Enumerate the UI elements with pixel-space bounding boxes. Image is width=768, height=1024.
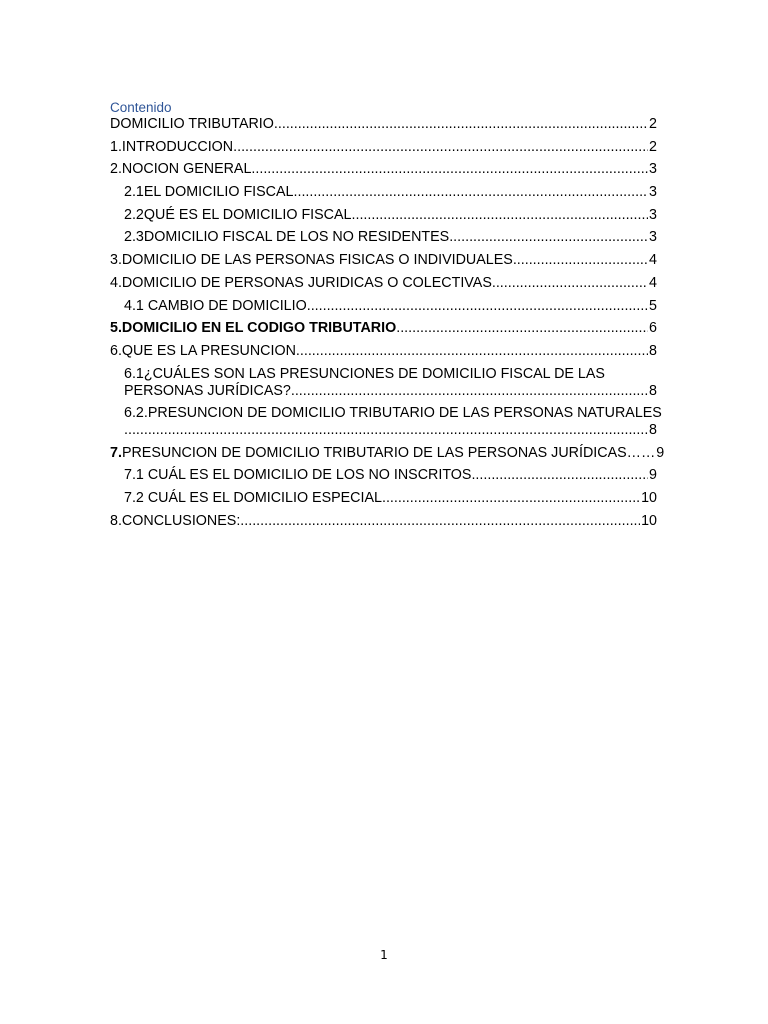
toc-entry-text: 6.2.PRESUNCION DE DOMICILIO TRIBUTARIO DE LAS PERSONAS NATURALES	[124, 405, 662, 422]
toc-entry-page: 2	[649, 116, 657, 132]
toc-entry-page: 4	[649, 252, 657, 269]
leader-dots	[233, 139, 648, 156]
toc-entry[interactable]	[110, 116, 657, 139]
toc-entry-text-continued: PERSONAS JURÍDICAS?	[124, 382, 291, 399]
toc-entry-text: 7.1 CUÁL ES EL DOMICILIO DE LOS NO INSCRITOS	[124, 467, 472, 484]
toc-entry-page: 9	[656, 444, 665, 461]
toc-entry-text: 2.1EL DOMICILIO FISCAL	[124, 184, 294, 201]
toc-entry[interactable]	[110, 252, 657, 275]
leader-dots	[274, 116, 648, 133]
toc-entry-page: 2	[649, 138, 657, 155]
toc-entry[interactable]	[110, 490, 657, 513]
toc-entry[interactable]	[110, 343, 657, 366]
toc-entry[interactable]	[110, 275, 657, 298]
toc-entry-page: 6	[649, 320, 657, 337]
toc-entry-text: 2.2QUÉ ES EL DOMICILIO FISCAL	[124, 206, 352, 223]
toc-entry-page: 8	[649, 422, 657, 439]
toc-entry[interactable]	[110, 139, 657, 162]
toc-entry-text: 6.QUE ES LA PRESUNCION	[110, 342, 296, 359]
toc-entry-text: 1.INTRODUCCION	[110, 138, 234, 155]
leader-dots	[492, 275, 648, 292]
toc-entry-page: 9	[649, 467, 657, 484]
table-of-contents	[110, 116, 665, 535]
toc-entry-page: 3	[649, 229, 657, 246]
toc-entry[interactable]	[110, 161, 657, 184]
toc-entry-page: 3	[649, 184, 657, 201]
toc-entry-page: 5	[649, 297, 657, 314]
toc-entry-page: 8	[649, 342, 657, 359]
leader-dots	[471, 467, 648, 484]
leader-dots	[513, 252, 648, 269]
toc-entry-text: 7.2 CUÁL ES EL DOMICILIO ESPECIAL	[124, 489, 382, 506]
leader-dots	[382, 490, 640, 507]
leader-dots	[307, 298, 648, 315]
toc-entry-text: 2.3DOMICILIO FISCAL DE LOS NO RESIDENTES	[124, 229, 450, 246]
toc-entry[interactable]	[110, 366, 657, 406]
leader-dots	[296, 343, 648, 360]
toc-entry[interactable]	[110, 513, 657, 536]
leader-dots	[352, 207, 649, 224]
toc-entry-text: 6.1¿CUÁLES SON LAS PRESUNCIONES DE DOMICILIO FISCAL DE LAS	[124, 365, 605, 382]
toc-entry-page: 4	[649, 274, 657, 291]
toc-entry-text: 8.CONCLUSIONES:	[110, 512, 241, 529]
toc-entry-page: 8	[649, 382, 657, 399]
toc-entry-text: PRESUNCION DE DOMICILIO TRIBUTARIO DE LAS PERSONAS JURÍDICAS	[121, 444, 627, 461]
toc-entry-text: 3.DOMICILIO DE LAS PERSONAS FISICAS O INDIVIDUALES	[110, 252, 513, 269]
leader-dots	[291, 383, 648, 400]
toc-entry-page: 10	[641, 512, 657, 529]
leader-ellipsis: ……	[626, 444, 656, 461]
leader-dots	[449, 229, 648, 246]
leader-dots	[294, 184, 649, 201]
toc-entry-text: 5.DOMICILIO EN EL CODIGO TRIBUTARIO	[110, 320, 397, 337]
toc-title: Contenido	[110, 100, 172, 115]
toc-entry[interactable]	[110, 207, 657, 230]
toc-entry-text: 4.1 CAMBIO DE DOMICILIO	[124, 297, 307, 314]
toc-entry-page: 10	[641, 489, 657, 506]
toc-entry-page: 3	[649, 161, 657, 178]
leader-dots	[124, 422, 648, 439]
page-number: 1	[380, 948, 388, 962]
leader-dots	[240, 513, 640, 530]
toc-entry-page: 3	[649, 206, 657, 223]
toc-entry-text: DOMICILIO TRIBUTARIO	[110, 116, 274, 132]
toc-entry[interactable]	[110, 320, 657, 343]
toc-entry[interactable]	[110, 298, 657, 321]
leader-dots	[251, 161, 648, 178]
toc-entry[interactable]	[110, 444, 665, 468]
toc-entry-text: 2.NOCION GENERAL	[110, 161, 252, 178]
toc-entry[interactable]	[110, 229, 657, 252]
toc-entry[interactable]	[110, 184, 657, 207]
leader-dots	[396, 320, 648, 337]
toc-entry[interactable]	[110, 405, 662, 445]
toc-entry[interactable]	[110, 467, 657, 490]
toc-entry-text: 4.DOMICILIO DE PERSONAS JURIDICAS O COLECTIVAS	[110, 274, 492, 291]
toc-entry-number: 7.	[110, 444, 122, 461]
